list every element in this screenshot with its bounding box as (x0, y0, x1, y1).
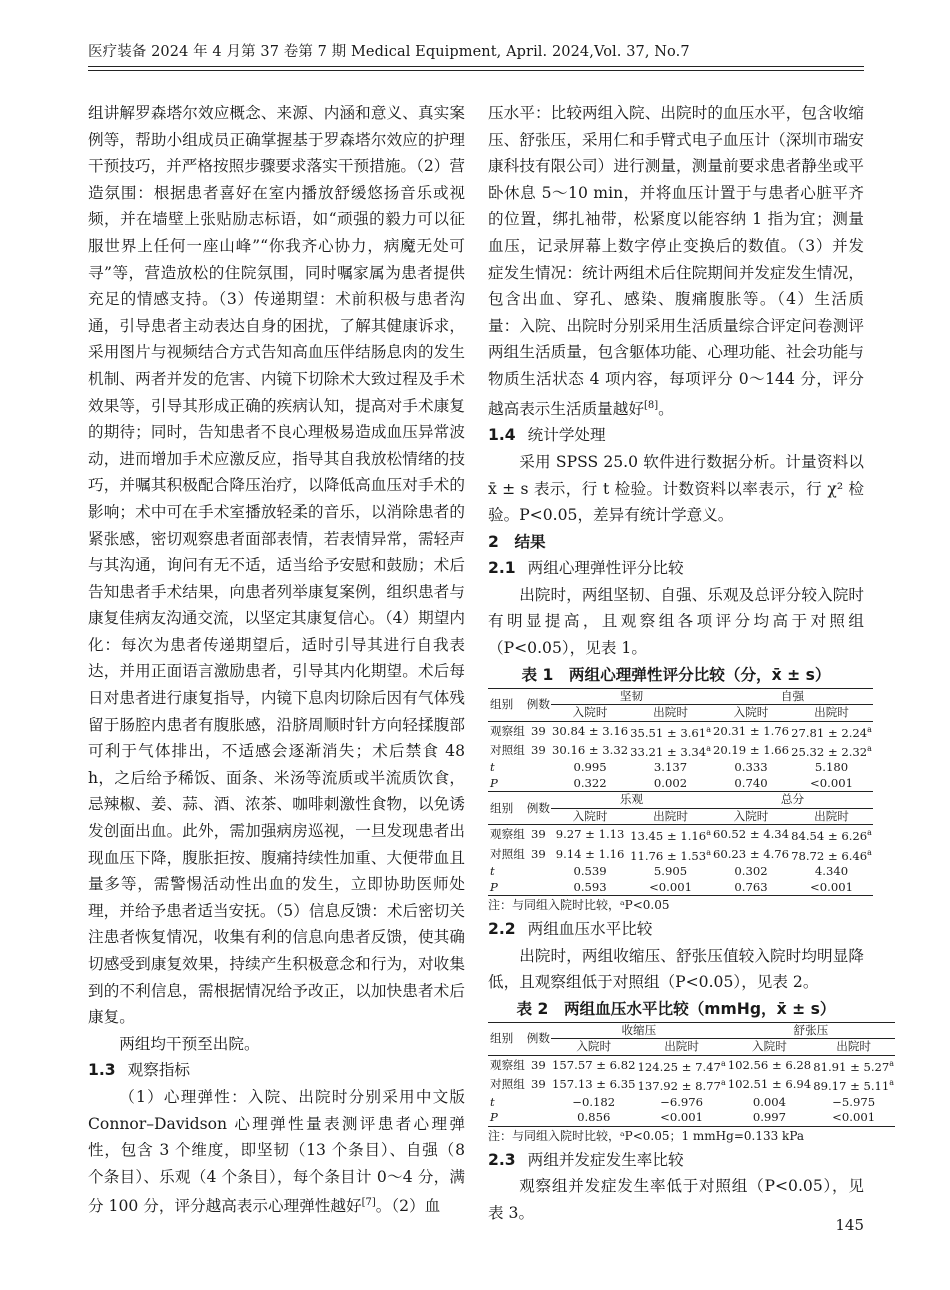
table-cell (526, 1095, 551, 1111)
significance-marker: a (867, 744, 872, 754)
citation-ref[interactable]: [7] (361, 1197, 376, 1209)
significance-marker: a (706, 744, 711, 754)
table1-subheader: 出院时 (790, 808, 873, 825)
table-cell: <0.001 (629, 880, 712, 896)
significance-marker: a (706, 847, 711, 857)
significance-marker: a (706, 724, 711, 734)
table-row (488, 880, 873, 896)
table1-header-dim: 坚韧 (551, 688, 712, 705)
significance-marker: a (720, 1058, 726, 1068)
table-cell: 102.51 ± 6.94 (727, 1077, 812, 1092)
table-cell: 20.19 ± 1.66 (712, 742, 790, 757)
table1-header-group: 组别 (488, 688, 526, 721)
table-cell (526, 864, 551, 880)
table-row (488, 825, 873, 845)
table-cell: 4.340 (814, 864, 849, 879)
table-cell: 33.21 ± 3.34$^a$ (630, 744, 711, 759)
table2-subheader: 入院时 (727, 1039, 812, 1056)
table-cell: 0.002 (653, 775, 688, 790)
right-paragraph-statistics: 采用 SPSS 25.0 软件进行数据分析。计量资料以 x̄ ± s 表示，行 t 检验。计数资料以率表示，行 χ² 检验。P<0.05，差异有统计学意义。 (488, 452, 864, 525)
section-title: 统计学处理 (527, 426, 606, 445)
right-paragraph-bp-result: 出院时，两组收缩压、舒张压值较入院时均明显降低，且观察组低于对照组（P<0.05），见表 2。 (488, 946, 864, 992)
table1-note: 注：与同组入院时比较，ᵃP<0.05 (488, 898, 670, 913)
table1-subheader: 出院时 (629, 808, 712, 825)
table-row (488, 1055, 895, 1075)
left-paragraph-duration: 两组均干预至出院。 (119, 1034, 260, 1053)
table-cell: 60.23 ± 4.76 (712, 846, 790, 861)
table-cell: 0.539 (573, 864, 607, 879)
section-title: 两组心理弹性评分比较 (527, 559, 684, 578)
table-cell: 观察组 (490, 827, 525, 842)
table-cell: 观察组 (490, 1057, 525, 1072)
paragraph-tail: 。（2）血 (375, 1197, 441, 1216)
table-cell: 5.905 (653, 864, 688, 879)
section-number: 2.2 (488, 920, 516, 939)
table-cell: 39 (531, 723, 546, 738)
table2-caption: 表 2 两组血压水平比较（mmHg，x̄ ± s） (516, 999, 836, 1018)
section-heading-2: 2 结果 (488, 532, 546, 551)
table-cell: 0.322 (573, 775, 607, 790)
table-row (488, 760, 873, 776)
table-cell: t (490, 864, 495, 879)
table-cell: 9.14 ± 1.16 (555, 846, 625, 861)
table2-header-dim: 收缩压 (551, 1022, 727, 1039)
table-cell: −5.975 (832, 1094, 876, 1109)
significance-marker: a (706, 828, 711, 838)
paragraph-text: （1）心理弹性：入院、出院时分别采用中文版 Connor–Davidson 心理弹性量表测评患者心理弹性，包含 3 个维度，即坚韧（13 个条目）、自强（8 个条目）、乐观（4 个条目），每个条目计 0～4 分，满分 100 分，评分越高表示心理弹性越好 (88, 1087, 465, 1216)
table2-header-group: 组别 (488, 1022, 526, 1055)
significance-marker: a (889, 1078, 895, 1088)
table-cell: 78.72 ± 6.46$^a$ (791, 847, 872, 863)
table1-subheader: 入院时 (551, 808, 629, 825)
table2-subheader: 入院时 (551, 1039, 636, 1056)
table1-header-dim: 自强 (712, 688, 873, 705)
table-cell: 30.84 ± 3.16 (552, 723, 629, 738)
table-cell: 25.32 ± 2.32$^a$ (791, 744, 872, 759)
table-cell: 对照组 (490, 846, 525, 861)
table-cell: 0.997 (727, 1110, 812, 1126)
left-paragraph-intervention: 组讲解罗森塔尔效应概念、来源、内涵和意义、真实案例等，帮助小组成员正确掌握基于罗森塔尔效应的护理干预技巧，并严格按照步骤要求落实干预措施。（2）营造氛围：根据患者喜好在室内播放舒缓悠扬音乐或视频，并在墙壁上张贴励志标语，如“顽强的毅力可以征服世界上任何一座山峰”“你我齐心协力，病魔无处可寻”等，营造放松的住院氛围，同时嘱家属为患者提供充足的情感支持。（3）传递期望：术前积极与患者沟通，引导患者主动表达自身的困扰，了解其健康诉求，采用图片与视频结合方式告知高血压伴结肠息肉的发生机制、两者并发的危害、内镜下切除术大致过程及手术效果等，引导其形成正确的疾病认知，提高对手术康复的期待；同时，告知患者不良心理极易造成血压异常波动，进而增加手术应激反应，指导其自我放松情绪的技巧，并嘱其积极配合降压治疗，以降低高血压对手术的影响；术中可在手术室播放轻柔的音乐，以消除患者的紧张感，密切观察患者面部表情，若表情异常，需轻声与其沟通，询问有无不适，适当给予安慰和鼓励；术后告知患者手术结果，向患者列举康复案例，组织患者与康复佳病友沟通交流，以坚定其康复信心。（4）期望内化：每次为患者传递期望后，适时引导其进行自我表达，并用正面语言激励患者，引导其内化期望。术后每日对患者进行康复指导，内镜下息肉切除后因有气体残留于肠腔内患者有腹胀感，沿脐周顺时针方向轻揉腹部可利于气体排出，不适感会逐渐消失；术后禁食 48 h，之后给予稀饭、面条、米汤等流质或半流质饮食，忌辣椒、姜、蒜、酒、浓茶、咖啡刺激性食物，以免诱发创面出血。此外，需加强病房巡视，一旦发现患者出现血压下降，腹胀拒按、腹痛持续性加重、大便带血且量多等，需警惕活动性出血的发生，立即协助医师处理，并给予患者适当安抚。（5）信息反馈：术后密切关注患者恢复情况，收集有利的信息向患者反馈，使其确切感受到康复效果，持续产生积极意念和行为，对收集到的不利信息，需根据情况给予改正，以加快患者术后康复。 (88, 104, 465, 1027)
section-heading-2-1 (488, 555, 864, 582)
section-heading-1-3 (88, 1057, 465, 1084)
table-row (488, 1075, 895, 1094)
section-title: 观察指标 (127, 1061, 191, 1080)
section-number: 1.3 (88, 1061, 116, 1080)
right-paragraph-bp (488, 100, 864, 422)
table1 (488, 688, 873, 896)
table-cell (526, 760, 551, 776)
table-cell: 对照组 (490, 742, 525, 757)
table-cell: <0.001 (810, 775, 853, 790)
significance-marker: a (720, 1078, 726, 1088)
table-cell: 9.27 ± 1.13 (555, 827, 625, 842)
table-cell: 0.004 (752, 1094, 787, 1109)
table1-header-n: 例数 (526, 792, 551, 825)
citation-ref[interactable]: [8] (643, 399, 659, 411)
table-cell: t (490, 1094, 495, 1109)
table-cell: 30.16 ± 3.32 (552, 742, 629, 757)
right-column (488, 100, 895, 1226)
table-cell: −6.976 (660, 1094, 704, 1109)
section-heading-2-2 (488, 916, 864, 943)
section-number: 1.4 (488, 426, 516, 445)
table2-note: 注：与同组入院时比较，ᵃP<0.05；1 mmHg=0.133 kPa (488, 1128, 805, 1143)
significance-marker: a (889, 1058, 895, 1068)
table-cell: 60.52 ± 4.34 (712, 827, 790, 842)
table-cell: 39 (531, 742, 546, 757)
table-cell (526, 1110, 551, 1126)
table-cell: 81.91 ± 5.27$^a$ (813, 1058, 895, 1074)
table2-header-dim: 舒张压 (727, 1022, 895, 1039)
table-cell: 观察组 (490, 723, 525, 738)
significance-marker: a (867, 847, 872, 857)
table-cell: 0.995 (573, 760, 607, 775)
significance-marker: a (867, 724, 872, 734)
table-row (488, 721, 873, 741)
table-row (488, 1110, 895, 1126)
table1-subheader: 出院时 (790, 705, 873, 722)
significance-marker: a (867, 828, 872, 838)
right-paragraph-complications: 观察组并发症发生率低于对照组（P<0.05），见表 3。 (488, 1177, 864, 1222)
table-cell: 35.51 ± 3.61$^a$ (630, 724, 711, 740)
table1-header-n: 例数 (526, 688, 551, 721)
table-cell (526, 776, 551, 792)
table2-subheader: 出院时 (812, 1039, 895, 1056)
table-row (488, 776, 873, 792)
table-cell: 39 (531, 846, 546, 861)
section-title: 两组血压水平比较 (527, 920, 653, 939)
table-cell: 39 (531, 1057, 546, 1072)
table-cell: <0.001 (790, 880, 873, 896)
table1-header-dim: 乐观 (551, 792, 712, 809)
table-cell: <0.001 (812, 1110, 895, 1126)
table-cell: 27.81 ± 2.24$^a$ (791, 724, 872, 740)
table-row (488, 1095, 895, 1111)
table-cell: P (488, 1110, 526, 1126)
table-cell: P (488, 880, 526, 896)
table-cell: 124.25 ± 7.47$^a$ (637, 1058, 726, 1074)
left-paragraph-indicators (88, 1084, 465, 1220)
section-heading-1-4 (488, 422, 864, 449)
table-cell: 0.333 (734, 760, 768, 775)
header-rule-top (88, 66, 864, 67)
table1-subheader: 入院时 (551, 705, 629, 722)
table-cell: 157.57 ± 6.82 (552, 1057, 636, 1072)
table-cell: <0.001 (636, 1110, 726, 1126)
right-paragraph-resilience: 出院时，两组坚韧、自强、乐观及总评分较入院时有明显提高，且观察组各项评分均高于对照组（P<0.05），见表 1。 (488, 585, 864, 658)
section-title: 两组并发症发生率比较 (527, 1150, 684, 1169)
table-cell: 0.302 (734, 864, 768, 879)
table-cell: 89.17 ± 5.11$^a$ (813, 1078, 895, 1094)
table1-header-dim: 总分 (712, 792, 873, 809)
table1-header-group: 组别 (488, 792, 526, 825)
table-cell: 39 (531, 827, 546, 842)
section-number: 2.3 (488, 1150, 516, 1169)
table1-subheader: 入院时 (712, 808, 790, 825)
section-heading-2-3 (488, 1147, 864, 1174)
table-cell (526, 880, 551, 896)
running-header: 医疗装备 2024 年 4 月第 37 卷第 7 期 Medical Equipment, April. 2024,Vol. 37, No.7 (88, 44, 690, 60)
page-number: 145 (835, 1216, 864, 1234)
table-cell: 0.763 (712, 880, 790, 896)
table1-subheader: 入院时 (712, 705, 790, 722)
table-cell: P (490, 775, 498, 790)
table-cell: 对照组 (490, 1077, 525, 1092)
table-cell: −0.182 (572, 1094, 616, 1109)
table-cell: 3.137 (653, 760, 688, 775)
table-cell: 157.13 ± 6.35 (552, 1077, 636, 1092)
table-cell: 84.54 ± 6.26$^a$ (791, 828, 872, 844)
table1-caption: 表 1 两组心理弹性评分比较（分，x̄ ± s） (521, 665, 831, 684)
table-cell: 0.856 (551, 1110, 636, 1126)
table2-header-n: 例数 (526, 1022, 551, 1055)
header-rule-bottom (88, 70, 864, 71)
table-cell: 0.740 (734, 775, 768, 790)
table-row (488, 741, 873, 760)
table-cell: 13.45 ± 1.16$^a$ (630, 828, 711, 844)
table1-subheader: 出院时 (629, 705, 712, 722)
table-cell: 0.593 (551, 880, 629, 896)
table-cell: t (490, 760, 495, 775)
table-cell: 5.180 (814, 760, 849, 775)
table2-subheader: 出院时 (636, 1039, 726, 1056)
left-column (88, 100, 465, 1220)
table-cell: 39 (531, 1077, 546, 1092)
section-number: 2.1 (488, 559, 516, 578)
table-cell: 11.76 ± 1.53$^a$ (630, 847, 711, 863)
table-row (488, 864, 873, 880)
table-row (488, 845, 873, 864)
table-cell: 102.56 ± 6.28 (727, 1057, 812, 1072)
paragraph-text: 压水平：比较两组入院、出院时的血压水平，包含收缩压、舒张压，采用仁和手臂式电子血压计（深圳市瑞安康科技有限公司）进行测量，测量前要求患者静坐或平卧休息 5～10 min，并将血压计置于与患者心脏平齐的位置，绑扎袖带，松紧度以能容纳 1 指为宜；测量血压，记录屏幕上数字停止变换后的数值。（3）并发症发生情况：统计两组术后住院期间并发症发生情况，包含出血、穿孔、感染、腹痛腹胀等。（4）生活质量：入院、出院时分别采用生活质量综合评定问卷测评两组生活质量，包含躯体功能、心理功能、社会功能与物质生活状态 4 项内容，每项评分 0～144 分，评分越高表示生活质量越好 (488, 104, 864, 418)
table-cell: 137.92 ± 8.77$^a$ (637, 1078, 726, 1094)
paragraph-tail: 。 (658, 399, 674, 418)
table2 (488, 1022, 895, 1127)
table-cell: 20.31 ± 1.76 (712, 723, 790, 738)
